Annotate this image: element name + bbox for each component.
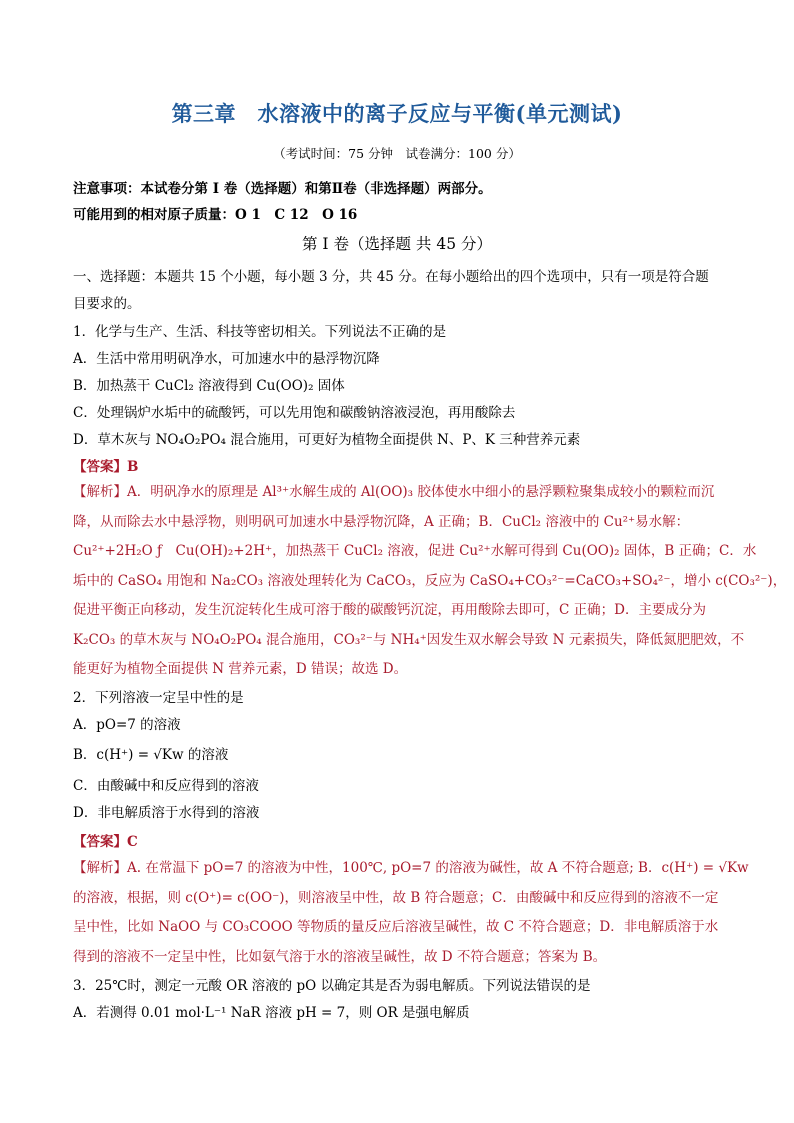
q2-stem: 2．下列溶液一定呈中性的是	[73, 690, 244, 706]
q1-analysis-line: 能更好为植物全面提供 N 营养元素，D 错误；故选 D。	[73, 661, 408, 677]
q3-stem: 3．25℃时，测定一元酸 OR 溶液的 pO 以确定其是否为弱电解质。下列说法错误的是	[73, 978, 591, 994]
q1-option-a: A．生活中常用明矾净水，可加速水中的悬浮物沉降	[73, 351, 380, 367]
q1-analysis-line: 降，从而除去水中悬浮物，则明矾可加速水中悬浮物沉降，A 正确；B．CuCl₂ 溶液中的 Cu²⁺易水解：	[73, 513, 690, 530]
notice: 注意事项：本试卷分第 I 卷（选择题）和第Ⅱ卷（非选择题）两部分。	[73, 181, 492, 197]
q2-analysis-line: 呈中性，比如 NaOO 与 CO₃COOO 等物质的量反应后溶液呈碱性，故 C 不符合题意；D．非电解质溶于水	[73, 919, 719, 935]
q1-analysis-line: K₂CO₃ 的草木灰与 NO₄O₂PO₄ 混合施用，CO₃²⁻与 NH₄⁺因发生双水解会导致 N 元素损失，降低氮肥肥效，不	[73, 631, 745, 648]
q2-analysis-line: 【解析】A. 在常温下 pO=7 的溶液为中性，100℃, pO=7 的溶液为碱性，故 A 不符合题意; B．c(H⁺) = √Kw	[73, 860, 749, 876]
q1-analysis	[73, 478, 787, 685]
q1-analysis-line: 垢中的 CaSO₄ 用饱和 Na₂CO₃ 溶液处理转化为 CaCO₃，反应为 CaSO₄+CO₃²⁻=CaCO₃+SO₄²⁻，增小 c(CO₃²⁻)，	[73, 572, 787, 589]
q2-answer: 【答案】C	[73, 834, 138, 850]
page-title: 第三章 水溶液中的离子反应与平衡(单元测试)	[171, 101, 623, 126]
q1-analysis-line: Cu²⁺+2H₂O ƒ Cu(OH)₂+2H⁺，加热蒸干 CuCl₂ 溶液，促进 Cu²⁺水解可得到 Cu(OO)₂ 固体，B 正确；C．水	[73, 543, 757, 559]
q2-option-a: A．pO=7 的溶液	[73, 717, 181, 733]
q2-analysis-line: 的溶液，根据，则 c(O⁺)= c(OO⁻)，则溶液呈中性，故 B 符合题意；C．由酸碱中和反应得到的溶液不一定	[73, 889, 719, 906]
q3-option-a: A．若测得 0.01 mol·L⁻¹ NaR 溶液 pH = 7，则 OR 是强电解质	[73, 1005, 470, 1021]
q1-stem: 1．化学与生产、生活、科技等密切相关。下列说法不正确的是	[73, 324, 447, 340]
q2-analysis-line: 得到的溶液不一定呈中性，比如氨气溶于水的溶液呈碱性，故 D 不符合题意；答案为 B。	[73, 948, 607, 965]
q2-option-b: B．c(H⁺) = √Kw 的溶液	[73, 747, 229, 763]
q1-analysis-line: 促进平衡正向移动，发生沉淀转化生成可溶于酸的碳酸钙沉淀，再用酸除去即可，C 正确；D．主要成分为	[73, 602, 706, 618]
instruction-line-2: 目要求的。	[73, 296, 141, 312]
q1-option-c: C．处理锅炉水垢中的硫酸钙，可以先用饱和碳酸钠溶液浸泡，再用酸除去	[73, 405, 516, 421]
exam-info: （考试时间：75 分钟 试卷满分：100 分）	[273, 146, 521, 161]
q2-analysis	[73, 854, 749, 972]
q1-option-d: D．草木灰与 NO₄O₂PO₄ 混合施用，可更好为植物全面提供 N、P、K 三种营养元素	[73, 432, 581, 448]
q1-answer: 【答案】B	[73, 459, 139, 475]
q2-option-d: D．非电解质溶于水得到的溶液	[73, 805, 260, 821]
section-title: 第 I 卷（选择题 共 45 分）	[302, 235, 492, 253]
q1-analysis-line: 【解析】A．明矾净水的原理是 Al³⁺水解生成的 Al(OO)₃ 胶体使水中细小的悬浮颗粒聚集成较小的颗粒而沉	[73, 484, 715, 500]
q1-option-b: B．加热蒸干 CuCl₂ 溶液得到 Cu(OO)₂ 固体	[73, 378, 345, 394]
atomic-mass: 可能用到的相对原子质量：O 1 C 12 O 16	[73, 207, 358, 223]
instruction-line-1: 一、选择题：本题共 15 个小题，每小题 3 分，共 45 分。在每小题给出的四个选项中，只有一项是符合题	[73, 269, 709, 285]
q2-option-c: C．由酸碱中和反应得到的溶液	[73, 778, 259, 794]
